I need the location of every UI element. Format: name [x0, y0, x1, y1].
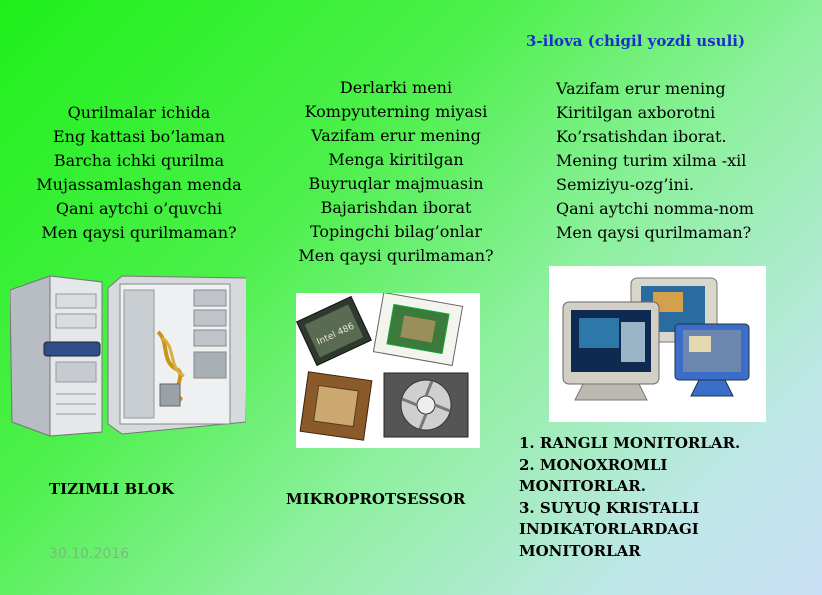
monitor-types-list	[519, 433, 740, 562]
riddle-line: Mening turim xilma -xil	[556, 151, 747, 170]
processor-chip-icon	[296, 293, 480, 448]
riddle-line: Qani aytchi nomma-nom	[556, 199, 754, 218]
riddle-line: Semiziyu-ozg’ini.	[556, 175, 695, 194]
riddle-monitor	[556, 77, 776, 245]
riddle-line: Eng kattasi bo’laman	[53, 127, 225, 146]
riddle-line: Derlarki meni	[339, 78, 453, 97]
list-item: MONITORLAR.	[519, 477, 646, 495]
riddle-line: Qurilmalar ichida	[67, 103, 211, 122]
slide-title: 3-ilova (chigil yozdi usuli)	[526, 32, 746, 50]
riddle-system-unit	[22, 101, 256, 245]
riddle-line: Kompyuterning miyasi	[304, 102, 488, 121]
riddle-line: Bajarishdan iborat	[320, 198, 472, 217]
list-item: 2. MONOXROMLI	[519, 455, 668, 474]
riddle-line: Vazifam erur mening	[311, 126, 481, 145]
slide-date: 30.10.2016	[49, 546, 130, 562]
label-processor: MIKROPROTSESSOR	[286, 490, 466, 508]
riddle-line: Buyruqlar majmuasin	[308, 174, 484, 193]
riddle-line: Kiritilgan axborotni	[556, 103, 716, 122]
riddle-line: Vazifam erur mening	[556, 79, 726, 98]
riddle-line: Men qaysi qurilmaman?	[41, 223, 237, 242]
chip-text: Intel 486	[315, 321, 356, 348]
riddle-line: Ko’rsatishdan iborat.	[556, 127, 727, 146]
riddle-line: Barcha ichki qurilma	[53, 151, 225, 170]
riddle-line: Men qaysi qurilmaman?	[298, 246, 494, 265]
riddle-line: Mujassamlashgan menda	[36, 175, 242, 194]
system-unit-icon	[10, 272, 246, 440]
riddle-line: Men qaysi qurilmaman?	[556, 223, 752, 242]
list-item: 1. RANGLI MONITORLAR.	[519, 434, 741, 452]
list-item: MONITORLAR	[519, 541, 641, 560]
label-system-unit: TIZIMLI BLOK	[49, 480, 174, 498]
list-item: INDIKATORLARDAGI	[519, 520, 699, 538]
monitors-icon	[549, 266, 766, 422]
riddle-line: Qani aytchi o’quvchi	[55, 199, 223, 218]
riddle-line: Topingchi bilag’onlar	[309, 222, 483, 241]
riddle-processor	[288, 76, 504, 268]
riddle-line: Menga kiritilgan	[328, 150, 464, 169]
list-item: 3. SUYUQ KRISTALLI	[519, 498, 700, 517]
